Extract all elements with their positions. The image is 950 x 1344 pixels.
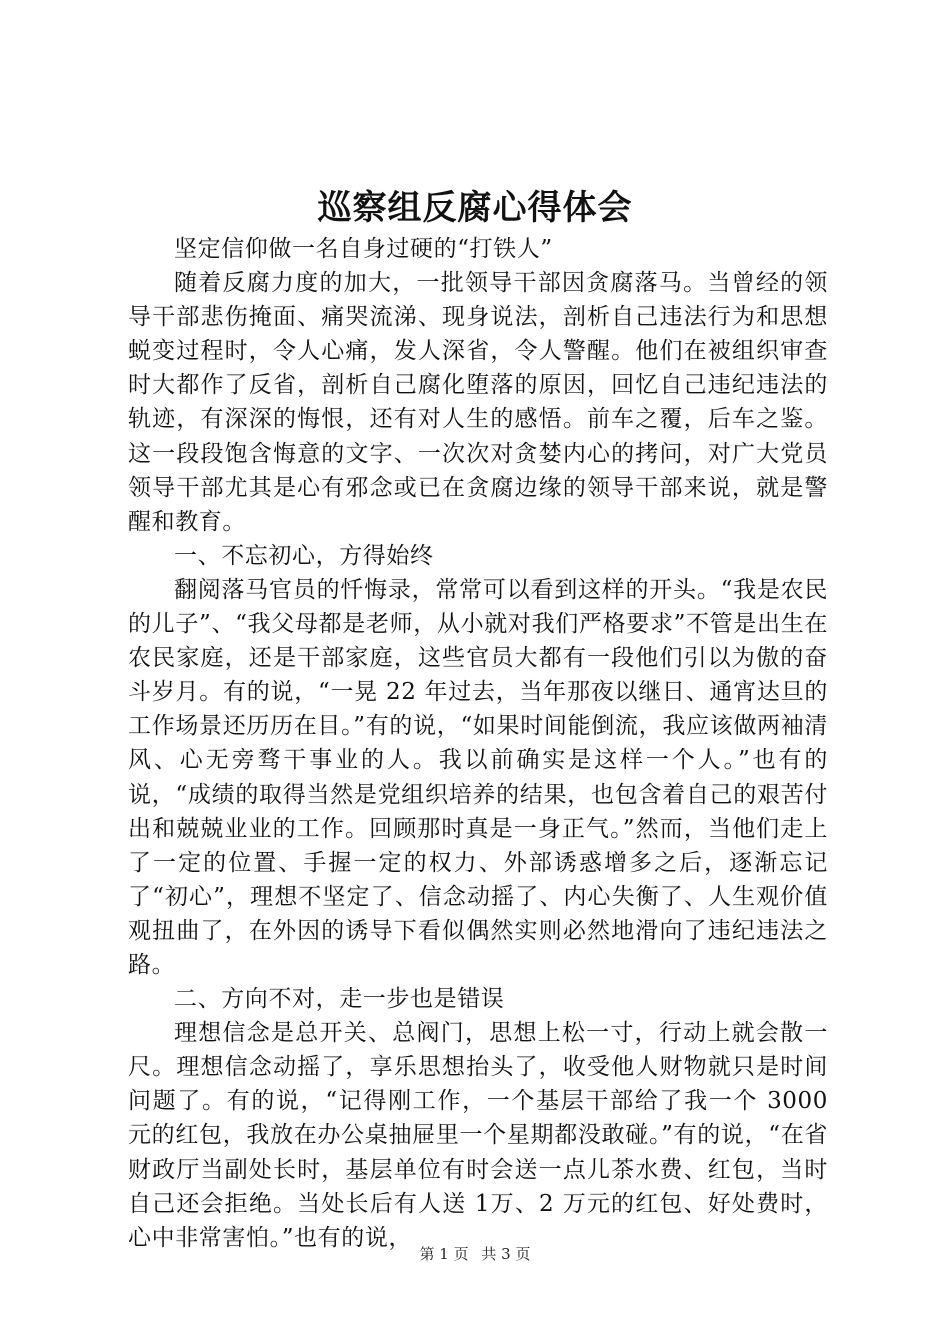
subtitle-paragraph: 坚定信仰做一名自身过硬的“打铁人” bbox=[174, 236, 553, 262]
page-footer bbox=[0, 1244, 950, 1264]
body-paragraph: 随着反腐力度的加大，一批领导干部因贪腐落马。当曾经的领导干部悲伤掩面、痛哭流涕、现身说法，剖析自己违法行为和思想蜕变过程时，令人心痛，发人深省，令人警醒。他们在被组织审查时大都作了反省，剖析自己腐化堕落的原因，回忆自己违纪违法的轨迹，有深深的悔恨，还有对人生的感悟。前车之覆，后车之鉴。这一段段饱含悔意的文字、一次次对贪婪内心的拷问，对广大党员领导干部尤其是心有邪念或已在贪腐边缘的领导干部来说，就是警醒和教育。 bbox=[128, 270, 828, 535]
page-total: 共 3 页 bbox=[481, 1245, 531, 1263]
document-body bbox=[128, 232, 828, 1255]
body-paragraph: 理想信念是总开关、总阀门，思想上松一寸，行动上就会散一尺。理想信念动摇了，享乐思想抬头了，收受他人财物就只是时间问题了。有的说，“记得刚工作，一个基层干部给了我一个 3000 元的红包，我放在办公桌抽屉里一个星期都没敢碰。”有的说，“在省财政厅当副处长时，基层单位有时会送一点儿茶水费、红包，当时自己还会拒绝。当处长后有人送 1万、2 万元的红包、好处费时，心中非常害怕。”也有的说， bbox=[128, 1020, 828, 1251]
page-number: 第 1 页 bbox=[419, 1245, 469, 1263]
document-title: 巡察组反腐心得体会 bbox=[317, 188, 633, 228]
section-heading-2: 二、方向不对，走一步也是错误 bbox=[174, 986, 505, 1013]
body-paragraph: 翻阅落马官员的忏悔录，常常可以看到这样的开头。“我是农民的儿子”、“我父母都是老师，从小就对我们严格要求”不管是出生在农民家庭，还是干部家庭，这些官员大都有一段他们引以为傲的奋斗岁月。有的说，“一晃 22 年过去，当年那夜以继日、通宵达旦的工作场景还历历在目。”有的说，“如果时间能倒流，我应该做两袖清风、心无旁骛干事业的人。我以前确实是这样一个人。”也有的说，“成绩的取得当然是党组织培养的结果，也包含着自己的艰苦付出和兢兢业业的工作。回顾那时真是一身正气。”然而，当他们走上了一定的位置、手握一定的权力、外部诱惑增多之后，逐渐忘记了“初心”，理想不坚定了、信念动摇了、内心失衡了、人生观价值观扭曲了，在外因的诱导下看似偶然实则必然地滑向了违纪违法之路。 bbox=[128, 576, 828, 978]
section-heading-1: 一、不忘初心，方得始终 bbox=[174, 542, 434, 569]
